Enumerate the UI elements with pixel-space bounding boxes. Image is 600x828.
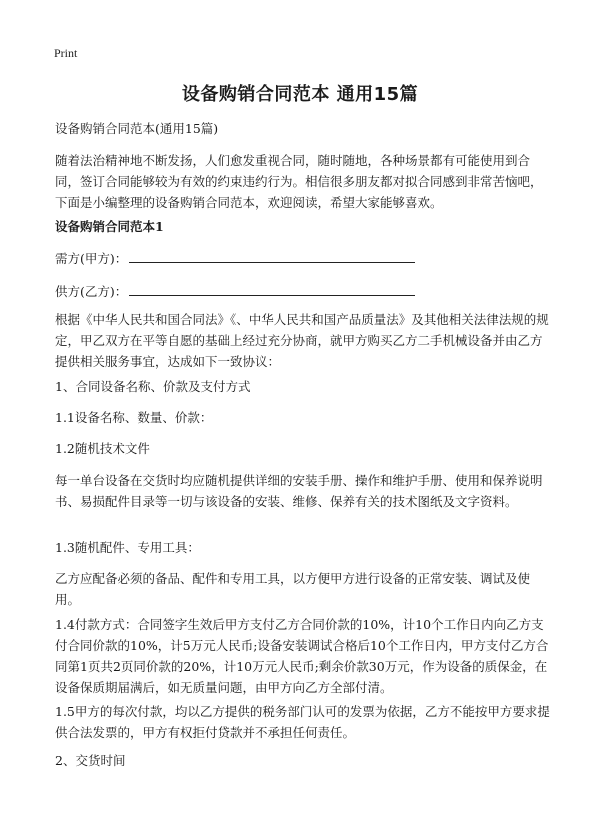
basis-paragraph: 根据《中华人民共和国合同法》《、中华人民共和国产品质量法》及其他相关法律法规的规定，甲乙双方在平等自愿的基础上经过充分协商，就甲方购买乙方二手机械设备并由乙方提供相关服务事宜，达成如下一致协议： bbox=[55, 312, 549, 369]
document-subtitle: 设备购销合同范本(通用15篇) bbox=[55, 121, 219, 136]
clause-1-1: 1.1设备名称、数量、价款： bbox=[55, 410, 213, 425]
buyer-field bbox=[55, 248, 415, 269]
seller-field bbox=[55, 281, 415, 302]
clause-1-5: 1.5甲方的每次付款，均以乙方提供的税务部门认可的发票为依据，乙方不能按甲方要求提供合法发票的，甲方有权拒付贷款并不承担任何责任。 bbox=[55, 704, 550, 740]
clause-2-heading: 2、交货时间 bbox=[55, 753, 126, 768]
clause-1-2-heading: 1.2随机技术文件 bbox=[55, 441, 150, 456]
clause-1-3-heading: 1.3随机配件、专用工具： bbox=[55, 540, 200, 555]
seller-label: 供方(乙方)： bbox=[55, 284, 128, 299]
print-link[interactable]: Print bbox=[54, 46, 78, 60]
clause-1-3-text: 乙方应配备必须的备品、配件和专用工具，以方便甲方进行设备的正常安装、调试及使用。 bbox=[55, 571, 531, 607]
clause-1-2-text: 每一单台设备在交货时均应随机提供详细的安装手册、操作和维护手册、使用和保养说明书、易损配件目录等一切与该设备的安装、维修、保养有关的技术图纸及文字资料。 bbox=[55, 473, 543, 509]
seller-blank-line bbox=[129, 281, 415, 296]
section-heading: 设备购销合同范本1 bbox=[55, 219, 164, 234]
intro-paragraph: 随着法治精神地不断发扬，人们愈发重视合同，随时随地，各种场景都有可能使用到合同，签订合同能够较为有效的约束违约行为。相信很多朋友都对拟合同感到非常苦恼吧，下面是小编整理的设备购销合同范本，欢迎阅读，希望大家能够喜欢。 bbox=[55, 153, 543, 210]
document-title: 设备购销合同范本 通用15篇 bbox=[181, 84, 419, 105]
clause-1-heading: 1、合同设备名称、价款及支付方式 bbox=[55, 379, 251, 394]
buyer-blank-line bbox=[129, 248, 415, 263]
clause-1-4: 1.4付款方式：合同签字生效后甲方支付乙方合同价款的10%，计10个工作日内向乙方支付合同价款的10%，计5万元人民币;设备安装调试合格后10个工作日内，甲方支付乙方合同第1页共2页同价款的20%，计10万元人民币;剩余价款30万元，作为设备的质保金，在设备保质期届满后，如无质量问题，由甲方向乙方全部付清。 bbox=[55, 617, 549, 695]
buyer-label: 需方(甲方)： bbox=[55, 251, 128, 266]
